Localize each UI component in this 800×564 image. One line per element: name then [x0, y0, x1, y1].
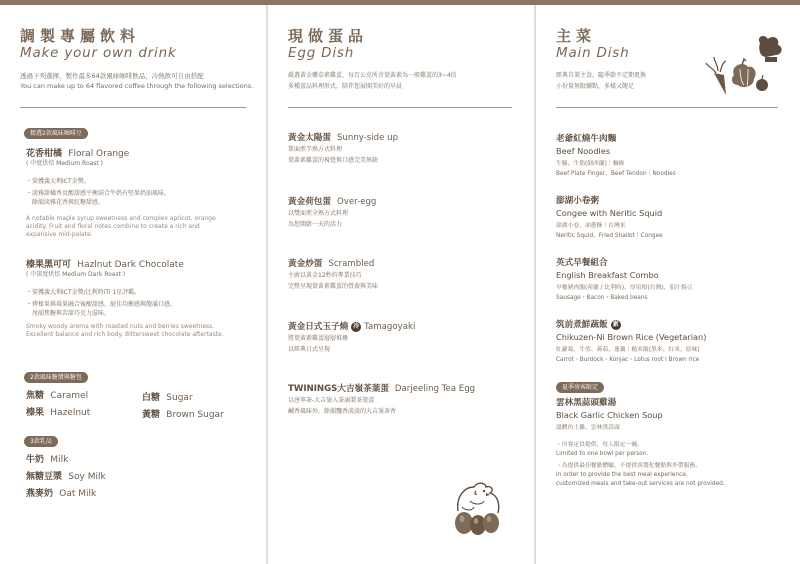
milk-en: Soy Milk — [68, 472, 106, 482]
main-dish-zh-text: 筑前煮鮮蔬飯 — [556, 320, 608, 330]
syrup-item — [142, 407, 224, 420]
milks-pill: 3款乳品 — [24, 436, 58, 447]
main-dish-zh: 老爺紅燒牛肉麵 — [556, 134, 617, 144]
coffee-roast: ( 中深度烘焙 Medium Dark Roast ) — [26, 271, 126, 278]
main-dish-zh: 雲林黑蒜頭雞湯 — [556, 398, 617, 408]
limited-note: In order to provide the best meal experience, — [556, 472, 688, 478]
cold-badge: 冷 — [353, 323, 360, 330]
coffee-name — [26, 257, 184, 270]
syrup-zh: 白糖 — [142, 393, 161, 403]
milk-en: Milk — [50, 455, 69, 465]
main-dish-zh — [556, 319, 621, 331]
coffee-note-cont: 餘韻淡雅花香與紅糖甜感。 — [26, 199, 105, 206]
limited-note: ・房客定員提供，每人限定一碗。 — [556, 442, 643, 448]
main-dish-desc: 牛腩、牛筋(細西蘭)｜麵條 — [556, 161, 625, 167]
egg-dish-en: Over-egg — [336, 197, 377, 207]
main-dish-desc-en: Beef Plate Finger、Beef Tendon｜Noodles — [556, 171, 676, 177]
coffee-desc-en: Smoky woody aroma with roasted nuts and berries sweetness. Excellent balance and rich body. Bittersweet chocolate aftertaste. — [26, 323, 224, 338]
section-subtitle: Make your own drink — [20, 45, 177, 61]
section-intro: 多種蛋品料理形式，陪伴您展開美好的早晨 — [288, 83, 403, 90]
egg-dish-en: Sunny-side up — [336, 133, 399, 143]
main-dish-zh: 英式早餐組合 — [556, 258, 608, 268]
milk-en: Oat Milk — [59, 489, 97, 499]
egg-dish-desc: 完整呈現葉黃素雞蛋的營養與美味 — [288, 283, 379, 290]
main-dish-desc: 澎湖小卷、油蔥酥｜台灣米 — [556, 223, 626, 229]
vegetarian-badge: 素 — [612, 321, 619, 328]
coffee-name-en: Floral Orange — [68, 149, 130, 159]
drinks-section — [0, 5, 266, 564]
section-subtitle: Egg Dish — [288, 45, 355, 61]
milk-zh: 牛奶 — [26, 455, 45, 465]
egg-dish-desc: 單面煎半熟方式料理 — [288, 146, 343, 153]
egg-dish-zh: TWININGS大吉嶺茶葉蛋 — [288, 384, 389, 394]
coffee-note: ・淡雅甜橘香及酸甜感平衡結合牛奶有堅果奶油風味， — [26, 190, 171, 197]
section-intro: 經典自製主食，隨季節不定期更換 — [556, 72, 647, 79]
mains-section — [536, 5, 800, 564]
syrup-en: Hazelnut — [50, 408, 91, 418]
syrup-en: Caramel — [50, 391, 89, 401]
limited-note: Limited to one bowl per person. — [556, 451, 649, 457]
egg-dish-name — [288, 195, 376, 207]
coffee-beans-pill: 精選2款風味咖啡豆 — [24, 128, 88, 139]
egg-dish-desc: 為您開啟一天的活力 — [288, 221, 343, 228]
milk-zh: 燕麥奶 — [26, 489, 54, 499]
egg-dish-en: Scrambled — [328, 259, 375, 269]
vegetables-icon — [700, 35, 786, 99]
syrup-zh: 榛果 — [26, 408, 45, 418]
main-dish-desc-en: Neritic Squid、Fried Shallot｜Congee — [556, 233, 663, 239]
egg-dish-desc: 主廚以黃金12秒的專業技巧 — [288, 272, 362, 279]
milk-item — [26, 469, 106, 482]
limited-note: ・為提供最佳餐點體驗，不提供客製化餐點與外帶服務。 — [556, 463, 701, 469]
intro-en: You can make up to 64 flavored coffee through the following selections. — [20, 82, 254, 90]
limited-note: customized meals and take-out services are not provided. — [556, 481, 725, 487]
section-rule — [20, 107, 246, 108]
egg-dish-name — [288, 382, 475, 394]
main-dish-desc-en: Carrot・Burdock・Konjac・Lotus root l Brown rice — [556, 357, 700, 363]
egg-dish-zh: 黃金炒蛋 — [288, 259, 323, 269]
section-intro — [20, 71, 256, 91]
section-intro: 小份量無限續點，多樣又飽足 — [556, 83, 635, 90]
main-dish-zh: 澎湖小卷粥 — [556, 196, 599, 206]
milk-item — [26, 452, 68, 465]
egg-dish-desc: 將葉黃素雞蛋層層堆疊 — [288, 335, 349, 342]
coffee-name-zh: 花香柑橘 — [26, 149, 63, 159]
main-dish-desc: 紅蘿蔔、牛蒡、蒟蒻、蓮藕｜糙米飯(黑米、紅米、原味) — [556, 347, 700, 353]
eggs-section — [268, 5, 534, 564]
main-dish-en: English Breakfast Combo — [556, 270, 659, 280]
coffee-name-zh: 榛果黑可可 — [26, 260, 72, 270]
coffee-note: ・烤榛果與莓果融合後酸甜感，絕佳均衡感與飽滿口感， — [26, 301, 177, 308]
milk-zh: 無糖豆漿 — [26, 472, 63, 482]
limited-pill: 夏季房客限定 — [556, 382, 604, 393]
coffee-name-en: Hazlnut Dark Chocolate — [77, 260, 184, 270]
coffee-award: ・榮獲義大利ICT金獎。 — [26, 178, 90, 185]
syrup-item — [26, 405, 90, 418]
egg-dish-desc: 鹹香風味外，餘韻飄香淡淡的大吉嶺茶香 — [288, 408, 397, 415]
egg-dish-zh: 黃金日式玉子燒 — [288, 322, 349, 332]
coffee-roast: ( 中度烘焙 Medium Roast ) — [26, 160, 104, 167]
main-dish-desc-en: Sausage・Bacon・Baked beans — [556, 295, 648, 301]
section-intro: 嚴選黃金藥草素雞蛋，每百公克所含葉黃素為一般雞蛋的3~4倍 — [288, 72, 457, 79]
syrup-item — [142, 390, 193, 403]
egg-dish-en: Darjeeling Tea Egg — [394, 384, 476, 394]
intro-zh: 透過下列選擇，製作最多64款風味咖啡飲品，冷熱飲可自由搭配 — [20, 72, 204, 80]
egg-dish-name — [288, 320, 415, 332]
syrup-zh: 黃糖 — [142, 410, 161, 420]
section-title: 主菜 — [556, 27, 597, 45]
main-dish-en: Beef Noodles — [556, 146, 611, 156]
syrups-pill: 2款風味糖漿與糖包 — [24, 372, 88, 383]
coffee-note-cont: 尾韻焦糖與苦甜巧克力滋味。 — [26, 310, 111, 317]
section-rule — [288, 107, 512, 108]
egg-dish-desc: 以經典日式呈現 — [288, 346, 331, 353]
egg-dish-desc: 葉黃素雞蛋的視覺與口感完美無缺 — [288, 157, 379, 164]
section-subtitle: Main Dish — [556, 45, 630, 61]
milk-item — [26, 486, 96, 499]
main-dish-en: Black Garlic Chicken Soup — [556, 410, 663, 420]
section-title: 調製專屬飲料 — [20, 27, 141, 45]
syrup-zh: 焦糖 — [26, 391, 45, 401]
main-dish-desc: 溫體仿土雞、雲林黑蒜頭 — [556, 425, 620, 431]
egg-dish-zh: 黃金荷包蛋 — [288, 197, 331, 207]
egg-dish-desc: 以唐寧茶-大吉嶺入茶滷製茶葉蛋 — [288, 397, 375, 404]
coffee-name — [26, 146, 129, 159]
egg-dish-en: Tamagoyaki — [364, 322, 416, 332]
section-rule — [556, 107, 778, 108]
main-dish-en: Chikuzen-Ni Brown Rice (Vegetarian) — [556, 332, 707, 342]
syrup-en: Brown Sugar — [166, 410, 224, 420]
syrup-en: Sugar — [166, 393, 193, 403]
syrup-item — [26, 388, 88, 401]
egg-dish-zh: 黃金太陽蛋 — [288, 133, 331, 143]
section-title: 現做蛋品 — [288, 27, 369, 45]
egg-dish-name — [288, 131, 398, 143]
coffee-award: ・榮獲義大利ICT金獎/比利時iTi 1星評鑑。 — [26, 289, 141, 296]
hen-with-eggs-icon — [448, 475, 508, 537]
main-dish-en: Congee with Neritic Squid — [556, 208, 663, 218]
coffee-desc-en: A notable maple syrup sweetness and complex apricot, orange acidity. Fruit and floral notes combine to create a rich and expansive mid-palate. — [26, 215, 216, 238]
egg-dish-name — [288, 257, 374, 269]
egg-dish-desc: 以雙面煎全熟方式料理 — [288, 210, 349, 217]
main-dish-desc: 早餐豬肉腸(荷蘭 / 比利時)、厚培根(台灣)、茄汁焗豆 — [556, 285, 693, 291]
